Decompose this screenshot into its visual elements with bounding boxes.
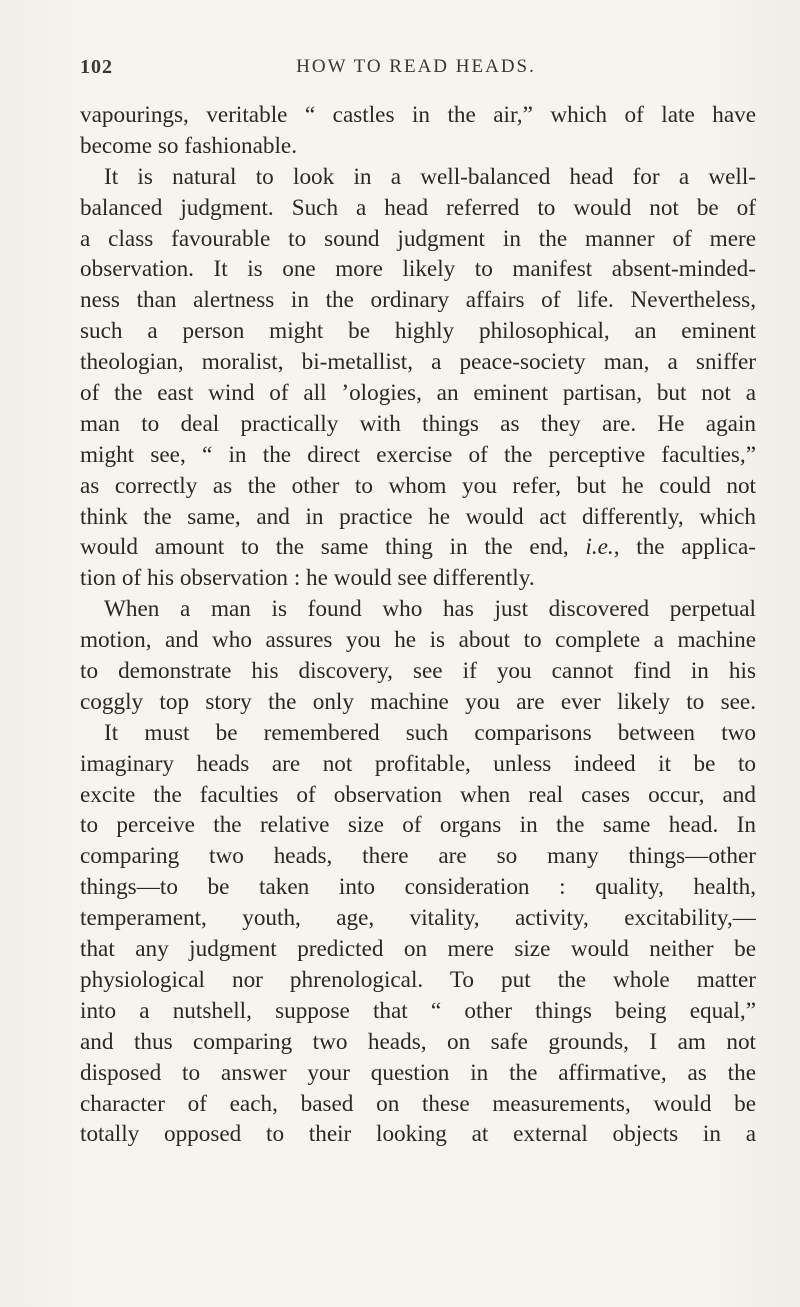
text-line: motion, and who assures you he is about to complete a machine: [80, 627, 756, 654]
text-line: to perceive the relative size of organs in the same head. In: [80, 812, 756, 839]
text-line: into a nutshell, suppose that “ other things being equal,”: [80, 997, 756, 1024]
text-line: imaginary heads are not profitable, unless indeed it be to: [80, 750, 756, 777]
text-line: as correctly as the other to whom you refer, but he could not: [80, 472, 756, 499]
text-line: observation. It is one more likely to manifest absent-minded-: [80, 256, 756, 283]
text-line: excite the faculties of observation when real cases occur, and: [80, 781, 756, 808]
text-line: think the same, and in practice he would act differently, which: [80, 503, 756, 530]
text-line: temperament, youth, age, vitality, activity, excitability,—: [80, 905, 756, 932]
text-line: coggly top story the only machine you are ever likely to see.: [80, 688, 756, 715]
text-line: things—to be taken into consideration : quality, health,: [80, 874, 756, 901]
text-line: character of each, based on these measurements, would be: [80, 1090, 756, 1117]
running-head: [80, 56, 752, 86]
text-line: It must be remembered such comparisons between two: [104, 719, 756, 746]
text-line: and thus comparing two heads, on safe grounds, I am not: [80, 1028, 756, 1055]
text-line: such a person might be highly philosophical, an eminent: [80, 318, 756, 345]
text-line: It is natural to look in a well-balanced head for a well-: [104, 163, 756, 190]
text-line: [80, 532, 756, 563]
text-line: a class favourable to sound judgment in the manner of mere: [80, 225, 756, 252]
text-line: of the east wind of all ’ologies, an eminent partisan, but not a: [80, 380, 756, 407]
text-segment: , the applica-: [613, 534, 756, 561]
text-line: physiological nor phrenological. To put the whole matter: [80, 966, 756, 993]
text-line: become so fashionable.: [80, 132, 297, 159]
italic-abbreviation: i.e.: [585, 534, 614, 561]
text-segment: would amount to the same thing in the end,: [80, 534, 586, 561]
body-text: [80, 100, 756, 1150]
text-line: comparing two heads, there are so many things—other: [80, 843, 756, 870]
text-line: theologian, moralist, bi-metallist, a peace-society man, a sniffer: [80, 349, 756, 376]
text-line: balanced judgment. Such a head referred to would not be of: [80, 194, 756, 221]
text-line: totally opposed to their looking at external objects in a: [80, 1121, 756, 1148]
text-line: man to deal practically with things as they are. He again: [80, 410, 756, 437]
text-line: that any judgment predicted on mere size would neither be: [80, 936, 756, 963]
text-line: vapourings, veritable “ castles in the air,” which of late have: [80, 102, 756, 128]
text-line: might see, “ in the direct exercise of the perceptive faculties,”: [80, 441, 756, 468]
text-line: disposed to answer your question in the affirmative, as the: [80, 1059, 756, 1086]
page-number: 102: [80, 56, 113, 78]
text-line: tion of his observation : he would see differently.: [80, 565, 535, 592]
text-line: ness than alertness in the ordinary affairs of life. Nevertheless,: [80, 287, 756, 314]
text-line: to demonstrate his discovery, see if you cannot find in his: [80, 658, 756, 685]
text-line: When a man is found who has just discovered perpetual: [104, 596, 756, 623]
running-title: HOW TO READ HEADS.: [296, 56, 536, 77]
